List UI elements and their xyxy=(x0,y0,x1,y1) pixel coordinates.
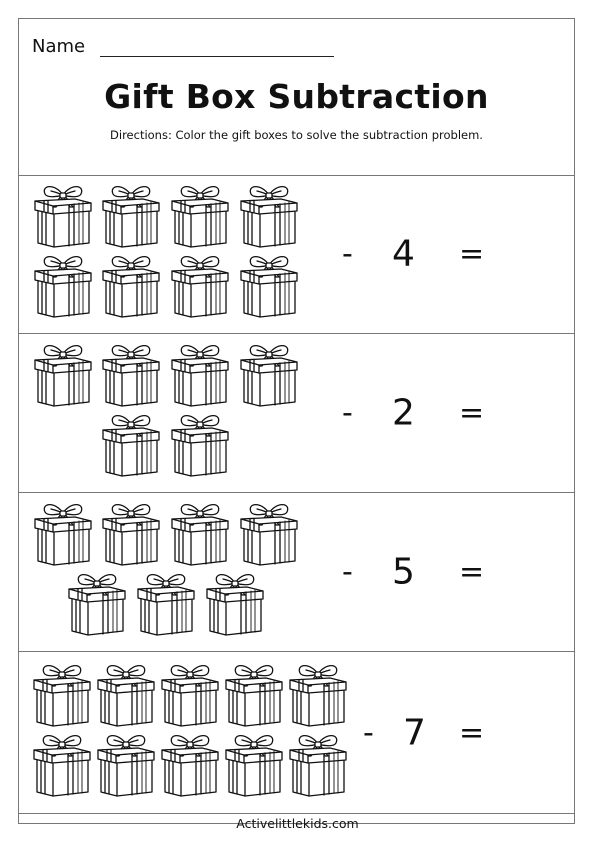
gift-box-icon[interactable] xyxy=(65,569,129,637)
gift-box-icon[interactable] xyxy=(168,181,232,249)
gift-box-icon[interactable] xyxy=(99,340,163,408)
gift-box-icon[interactable] xyxy=(237,181,301,249)
gift-box-icon[interactable] xyxy=(237,251,301,319)
gift-box-icon[interactable] xyxy=(31,181,95,249)
gift-box-icon[interactable] xyxy=(99,251,163,319)
directions-text: Directions: Color the gift boxes to solve the subtraction problem. xyxy=(110,128,483,142)
gift-box-icon[interactable] xyxy=(99,181,163,249)
equals-sign: = xyxy=(459,554,485,590)
gift-box-icon[interactable] xyxy=(168,251,232,319)
gift-box-icon[interactable] xyxy=(99,499,163,567)
gift-box-icon[interactable] xyxy=(31,340,95,408)
minus-sign: - xyxy=(363,715,374,750)
worksheet-frame xyxy=(18,18,575,824)
gift-box-icon[interactable] xyxy=(222,730,286,798)
gift-box-icon[interactable] xyxy=(286,730,350,798)
gift-box-icon[interactable] xyxy=(168,499,232,567)
gift-box-icon[interactable] xyxy=(168,340,232,408)
problem-row-1 xyxy=(19,175,574,334)
gift-box-icon[interactable] xyxy=(222,660,286,728)
gift-box-icon[interactable] xyxy=(286,660,350,728)
gift-box-icon[interactable] xyxy=(168,410,232,478)
gift-box-icon[interactable] xyxy=(30,730,94,798)
subtrahend-number: 5 xyxy=(392,551,415,593)
name-write-line xyxy=(100,56,334,57)
gift-box-icon[interactable] xyxy=(31,499,95,567)
gift-box-icon[interactable] xyxy=(99,410,163,478)
page-title: Gift Box Subtraction xyxy=(104,77,489,116)
minus-sign: - xyxy=(342,554,353,590)
problem-row-3 xyxy=(19,493,574,652)
equals-sign: = xyxy=(459,715,485,750)
gift-box-icon[interactable] xyxy=(158,660,222,728)
footer-site: Activelittlekids.com xyxy=(236,816,359,831)
minus-sign: - xyxy=(342,395,353,431)
gift-box-icon[interactable] xyxy=(158,730,222,798)
problem-row-4 xyxy=(19,652,574,814)
gift-box-icon[interactable] xyxy=(134,569,198,637)
minus-sign: - xyxy=(342,236,353,272)
subtrahend-number: 7 xyxy=(403,712,426,753)
subtrahend-number: 4 xyxy=(392,233,415,275)
gift-box-icon[interactable] xyxy=(203,569,267,637)
equals-sign: = xyxy=(459,395,485,431)
name-label: Name xyxy=(32,36,86,57)
subtrahend-number: 2 xyxy=(392,392,415,434)
gift-box-icon[interactable] xyxy=(31,251,95,319)
problem-row-2 xyxy=(19,334,574,493)
gift-box-icon[interactable] xyxy=(237,499,301,567)
gift-box-icon[interactable] xyxy=(94,660,158,728)
worksheet-header xyxy=(19,19,574,176)
gift-box-icon[interactable] xyxy=(94,730,158,798)
gift-box-icon[interactable] xyxy=(30,660,94,728)
equals-sign: = xyxy=(459,236,485,272)
gift-box-icon[interactable] xyxy=(237,340,301,408)
